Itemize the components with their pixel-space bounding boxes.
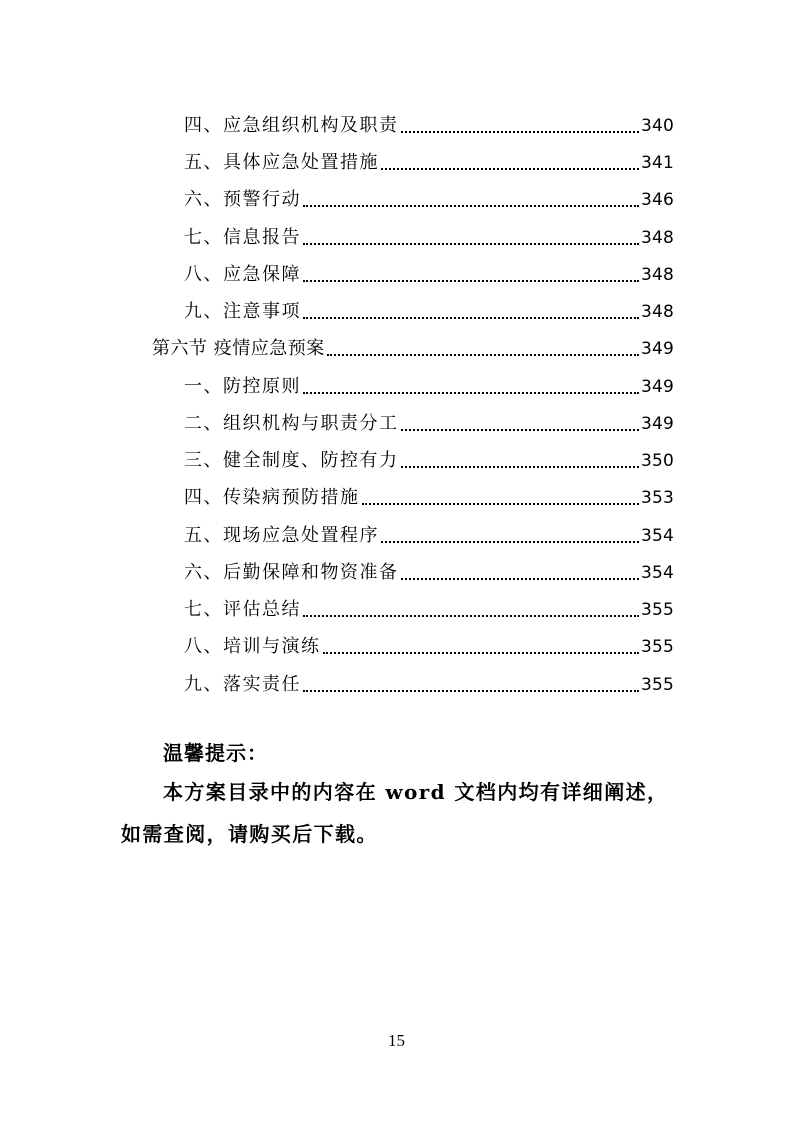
toc-entry-title: 八、应急保障 <box>184 264 301 285</box>
toc-entry-title: 三、健全制度、防控有力 <box>184 450 399 471</box>
toc-dot-leader <box>303 280 639 282</box>
toc-entry-page: 350 <box>640 451 674 471</box>
toc-dot-leader <box>381 168 639 170</box>
toc-dot-leader <box>303 690 639 692</box>
toc-entry-page: 355 <box>640 600 674 620</box>
toc-entry-page: 349 <box>640 339 674 359</box>
toc-entry-title: 五、具体应急处置措施 <box>184 152 379 173</box>
toc-entry-title: 四、传染病预防措施 <box>184 487 360 508</box>
toc-dot-leader <box>327 354 639 356</box>
toc-entry-page: 354 <box>640 563 674 583</box>
toc-entry[interactable] <box>184 511 674 548</box>
toc-entry-page: 346 <box>640 190 674 210</box>
toc-entry[interactable] <box>184 622 674 659</box>
toc-entry[interactable] <box>184 101 674 138</box>
toc-entry[interactable] <box>184 138 674 175</box>
toc-entry[interactable] <box>184 548 674 585</box>
toc-entry-page: 349 <box>640 377 674 397</box>
toc-entry-page: 353 <box>640 488 674 508</box>
toc-entry[interactable] <box>184 213 674 250</box>
toc-entry[interactable] <box>184 250 674 287</box>
toc-entry-page: 355 <box>640 637 674 657</box>
toc-dot-leader <box>362 503 639 505</box>
toc-entry[interactable] <box>184 399 674 436</box>
toc-entry-title: 四、应急组织机构及职责 <box>184 115 399 136</box>
toc-entry[interactable] <box>184 175 674 212</box>
toc-dot-leader <box>401 466 639 468</box>
toc-entry-title: 七、信息报告 <box>184 227 301 248</box>
toc-entry[interactable] <box>184 660 674 697</box>
toc-entry-title: 六、预警行动 <box>184 189 301 210</box>
toc-entry-page: 348 <box>640 228 674 248</box>
page-number: 15 <box>388 1031 405 1050</box>
toc-dot-leader <box>303 392 639 394</box>
toc-entry-title: 九、落实责任 <box>184 674 301 695</box>
toc-dot-leader <box>303 615 639 617</box>
toc-entry-title: 七、评估总结 <box>184 599 301 620</box>
toc-dot-leader <box>303 243 639 245</box>
toc-dot-leader <box>323 652 639 654</box>
toc-dot-leader <box>381 541 639 543</box>
toc-entry-page: 348 <box>640 265 674 285</box>
toc-dot-leader <box>401 131 639 133</box>
toc-entry-title: 五、现场应急处置程序 <box>184 525 379 546</box>
tip-heading: 温馨提示： <box>163 741 268 765</box>
toc-entry-page: 348 <box>640 302 674 322</box>
toc-entry-page: 355 <box>640 675 674 695</box>
toc-entry-page: 340 <box>640 116 674 136</box>
toc-section-entry[interactable] <box>152 324 674 361</box>
toc-entry[interactable] <box>184 473 674 510</box>
toc-dot-leader <box>303 205 639 207</box>
toc-entry-title: 六、后勤保障和物资准备 <box>184 562 399 583</box>
toc-dot-leader <box>401 578 639 580</box>
toc-entry[interactable] <box>184 362 674 399</box>
toc-dot-leader <box>401 429 639 431</box>
toc-entry-title: 一、防控原则 <box>184 376 301 397</box>
toc-entry-title: 九、注意事项 <box>184 301 301 322</box>
toc-entry[interactable] <box>184 585 674 622</box>
toc-entry-title: 八、培训与演练 <box>184 636 321 657</box>
toc-entry-page: 341 <box>640 153 674 173</box>
toc-entry-page: 354 <box>640 526 674 546</box>
toc-entry[interactable] <box>184 287 674 324</box>
toc-entry-page: 349 <box>640 414 674 434</box>
toc-dot-leader <box>303 317 639 319</box>
toc-entry-title: 第六节 疫情应急预案 <box>152 338 325 359</box>
toc-entry-title: 二、组织机构与职责分工 <box>184 413 399 434</box>
toc-entry[interactable] <box>184 436 674 473</box>
tip-body: 本方案目录中的内容在 word 文档内均有详细阐述，如需查阅，请购买后下载。 <box>121 780 669 846</box>
